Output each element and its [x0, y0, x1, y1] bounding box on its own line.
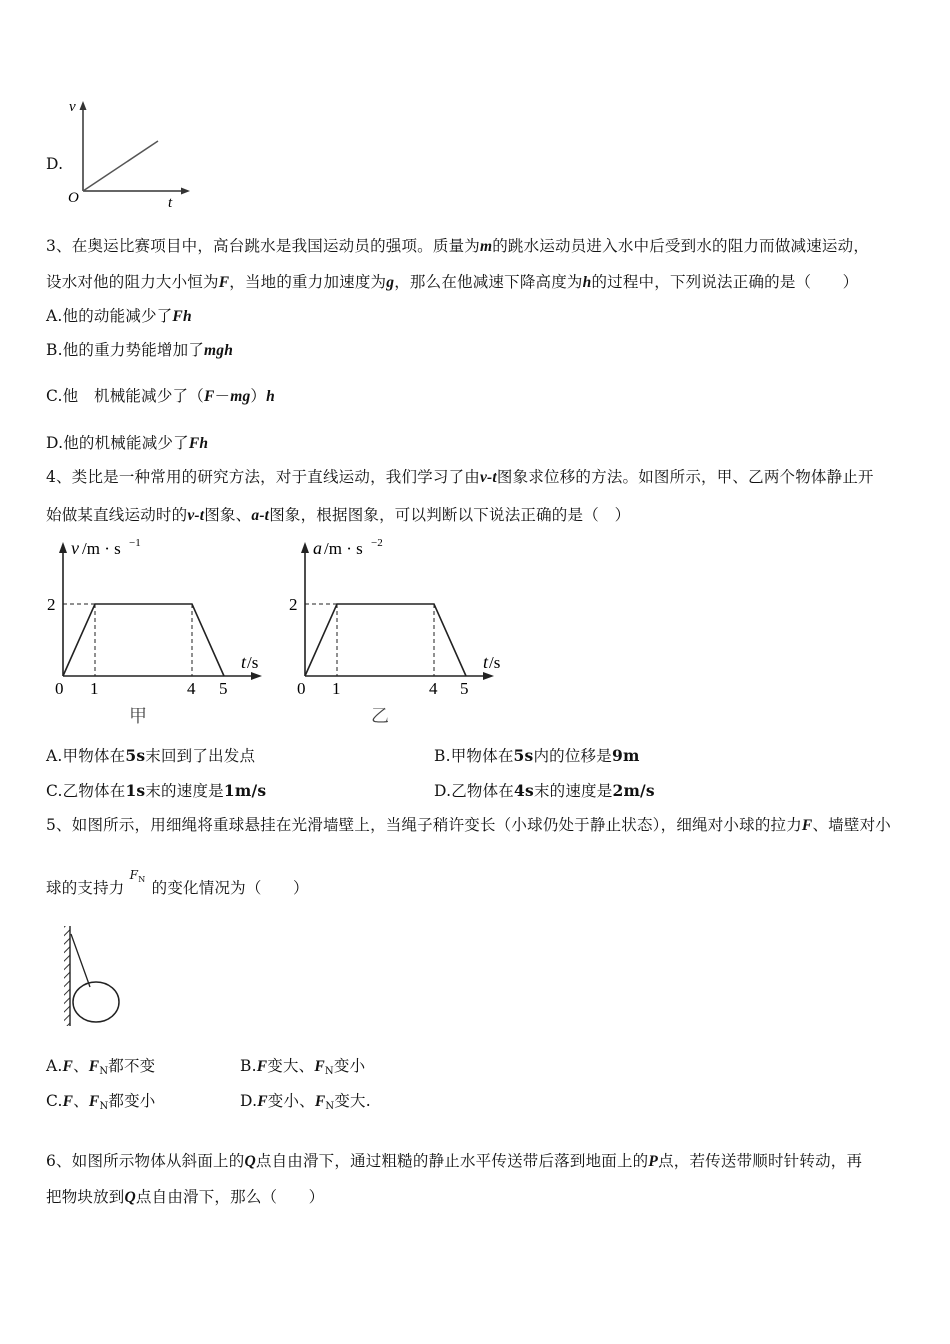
jia-caption: 甲: [129, 706, 147, 726]
q5-option-a: A.F、$F_N$都不变: [46, 1057, 156, 1077]
q4-stem-line2: 始做某直线运动时的v-t图象、a-t图象，根据图象，可以判断以下说法正确的是（ ）: [46, 506, 631, 524]
q4-option-a: A.甲物体在5s末回到了出发点: [46, 746, 256, 765]
q2-graph-origin-label: O: [68, 190, 79, 206]
q5-ball-on-wall-diagram: [60, 922, 140, 1034]
q3-option-b: B.他的重力势能增加了mgh: [46, 341, 234, 359]
jia-x-tick-5: 5: [219, 679, 228, 698]
q5-stem-line2: 球的支持力 $F_N$ 的变化情况为（ ）: [46, 878, 309, 904]
jia-y-exp: −1: [129, 537, 141, 549]
jia-y-label: v: [71, 538, 79, 558]
yi-y-label: a: [313, 538, 322, 558]
q4-at-graph-yi: [282, 534, 522, 729]
q4-option-c: C.乙物体在1s末的速度是1m/s: [46, 781, 267, 800]
yi-y-unit: /m · s: [324, 539, 363, 558]
jia-x-label: t: [241, 652, 247, 672]
q4-option-b: B.甲物体在5s内的位移是9m: [434, 746, 640, 765]
jia-x-unit: /s: [247, 653, 259, 672]
q5-option-b: B.F变大、$F_N$变小: [240, 1057, 366, 1077]
jia-x-tick-0: 0: [55, 679, 64, 698]
q6-stem-line1: 6、如图所示物体从斜面上的Q点自由滑下，通过粗糙的静止水平传送带后落到地面上的P点，若传送带顺时针转动，再: [46, 1152, 863, 1170]
yi-x-tick-0: 0: [297, 679, 306, 698]
q3-option-d: D.他的机械能减少了Fh: [46, 434, 209, 452]
fn-symbol: $F_N$: [129, 868, 146, 884]
q5-option-d: D.F变小、$F_N$变大.: [240, 1092, 371, 1112]
jia-x-tick-4: 4: [187, 679, 196, 698]
yi-x-tick-4: 4: [429, 679, 438, 698]
yi-y-exp: −2: [371, 537, 383, 549]
jia-y-tick: 2: [47, 595, 56, 614]
q3-stem-line1: 3、在奥运比赛项目中，高台跳水是我国运动员的强项。质量为m的跳水运动员进入水中后受到水的阻力而做减速运动，: [46, 237, 870, 255]
jia-x-tick-1: 1: [90, 679, 99, 698]
q2-option-d-vt-graph: [62, 95, 197, 210]
q4-vt-graph-jia: [40, 534, 280, 729]
yi-y-tick: 2: [289, 595, 298, 614]
q5-option-c: C.F、$F_N$都变小: [46, 1092, 156, 1112]
q4-stem-line1: 4、类比是一种常用的研究方法，对于直线运动，我们学习了由v-t图象求位移的方法。如图所示，甲、乙两个物体静止开: [46, 468, 874, 486]
q2-option-d-label: D.: [46, 155, 64, 173]
q2-graph-t-label: t: [168, 195, 173, 210]
yi-x-unit: /s: [489, 653, 501, 672]
q3-option-c: C.他 机械能减少了（F－mg）h: [46, 387, 275, 405]
q2-graph-v-label: v: [69, 99, 76, 115]
q3-stem-line2: 设水对他的阻力大小恒为F，当地的重力加速度为g，那么在他减速下降高度为h的过程中，下列说法正确的是（ ）: [46, 273, 859, 291]
yi-caption: 乙: [371, 706, 389, 726]
yi-x-label: t: [483, 652, 489, 672]
jia-y-unit: /m · s: [82, 539, 121, 558]
yi-x-tick-1: 1: [332, 679, 341, 698]
q3-option-a: A.他的动能减少了Fh: [46, 307, 192, 325]
q6-stem-line2: 把物块放到Q点自由滑下，那么（ ）: [46, 1188, 325, 1206]
q4-option-d: D.乙物体在4s末的速度是2m/s: [434, 781, 655, 800]
q5-stem-line1: 5、如图所示，用细绳将重球悬挂在光滑墙壁上，当绳子稍许变长（小球仍处于静止状态），细绳对小球的拉力F、墙壁对小: [46, 816, 891, 834]
yi-x-tick-5: 5: [460, 679, 469, 698]
